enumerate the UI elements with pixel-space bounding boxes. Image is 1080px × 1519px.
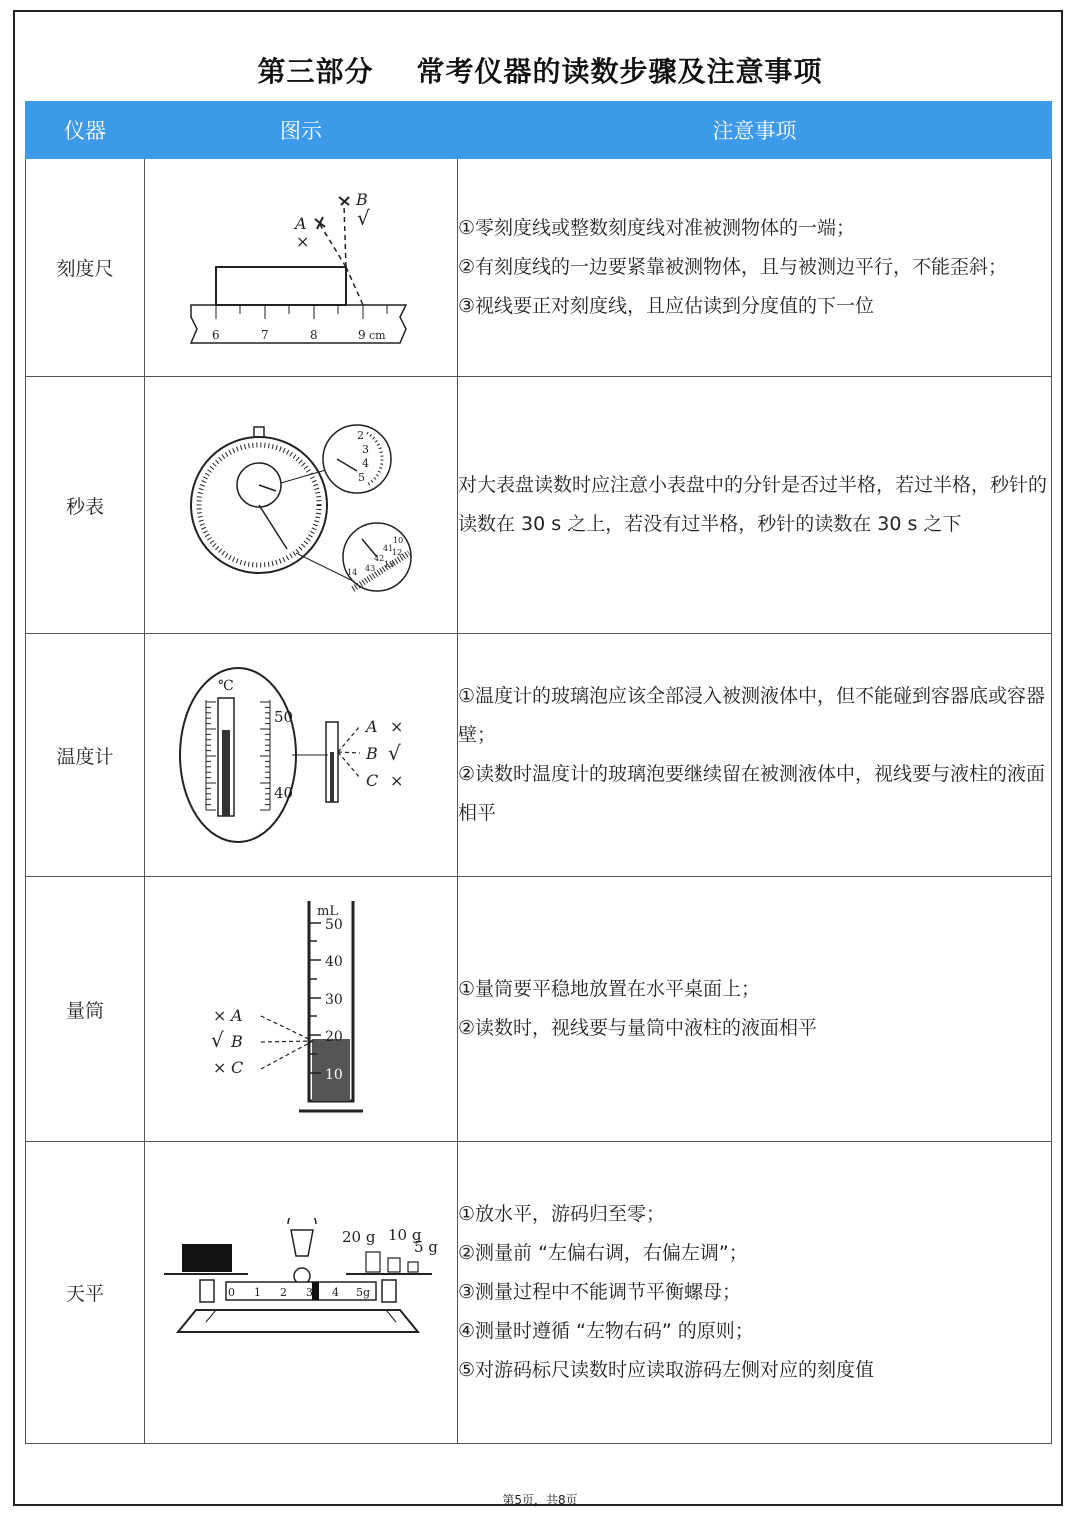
notes-cell xyxy=(458,634,1052,877)
note-line: ②读数时温度计的玻璃泡要继续留在被测液体中，视线要与液柱的液面相平 xyxy=(458,763,1046,824)
stopwatch-diagram xyxy=(181,405,421,605)
large-dial-41: 41 xyxy=(383,544,394,553)
note-line: ①量筒要平稳地放置在水平桌面上； xyxy=(458,978,761,1000)
header-figure: 图示 xyxy=(145,102,458,159)
scale-0: 0 xyxy=(228,1285,235,1299)
page-title: 第三部分 常考仪器的读数步骤及注意事项 xyxy=(257,55,823,88)
note-line: ④测量时遵循 “左物右码” 的原则； xyxy=(458,1320,754,1342)
table-row-balance xyxy=(26,1142,1052,1444)
large-dial-43: 43 xyxy=(365,564,376,573)
weight-10g: 10 g xyxy=(388,1225,422,1244)
scale-2: 2 xyxy=(280,1285,287,1299)
scale-1: 1 xyxy=(254,1285,261,1299)
notes-cell xyxy=(458,377,1052,634)
thermo-unit: ℃ xyxy=(218,678,234,694)
note-line: ①放水平，游码归至零； xyxy=(458,1203,666,1225)
ruler-tick-8: 8 xyxy=(310,327,318,342)
thermo-tick-50: 50 xyxy=(274,708,294,726)
cylinder-label-a: A xyxy=(231,1006,243,1025)
cylinder-figure-cell xyxy=(145,877,458,1142)
table-row-ruler xyxy=(26,159,1052,377)
small-dial-3: 3 xyxy=(362,443,369,456)
ruler-mark-wrong: × xyxy=(296,231,310,251)
header-instrument: 仪器 xyxy=(26,102,145,159)
table-row-stopwatch xyxy=(26,377,1052,634)
small-dial-4: 4 xyxy=(362,457,369,470)
weight-20g: 20 g xyxy=(342,1227,376,1246)
header-notes: 注意事项 xyxy=(458,102,1052,159)
instrument-name: 刻度尺 xyxy=(26,159,145,377)
scale-3: 3 xyxy=(306,1285,313,1299)
cylinder-mark-a: × xyxy=(213,1006,227,1025)
thermo-label-c: C xyxy=(366,771,379,790)
cylinder-tick-20: 20 xyxy=(325,1029,343,1045)
cylinder-tick-50: 50 xyxy=(325,917,343,933)
ruler-label-a: A xyxy=(295,213,307,233)
ruler-tick-7: 7 xyxy=(261,327,269,342)
ruler-diagram xyxy=(181,183,421,353)
note-line: 对大表盘读数时应注意小表盘中的分针是否过半格，若过半格，秒针的读数在 30 s 之上，若没有过半格，秒针的读数在 30 s 之下 xyxy=(458,474,1048,535)
ruler-tick-6: 6 xyxy=(212,327,220,342)
note-line: ③视线要正对刻度线，且应估读到分度值的下一位 xyxy=(458,295,875,317)
balance-figure-cell xyxy=(145,1142,458,1444)
note-line: ⑤对游码标尺读数时应读取游码左侧对应的刻度值 xyxy=(458,1359,875,1381)
ruler-label-b: B xyxy=(356,189,368,209)
thermo-label-b: B xyxy=(366,744,378,763)
large-dial-10: 10 xyxy=(393,536,404,545)
large-dial-12: 12 xyxy=(392,548,403,557)
cylinder-mark-c: × xyxy=(213,1058,227,1077)
cylinder-tick-10: 10 xyxy=(325,1067,343,1083)
stopwatch-figure-cell xyxy=(145,377,458,634)
cylinder-mark-b: √ xyxy=(211,1028,224,1052)
thermometer-diagram xyxy=(176,660,426,850)
table-row-thermometer xyxy=(26,634,1052,877)
ruler-unit: cm xyxy=(369,328,386,342)
cylinder-label-c: C xyxy=(231,1058,244,1077)
scale-4: 4 xyxy=(332,1285,339,1299)
cylinder-label-b: B xyxy=(231,1032,243,1051)
ruler-figure-cell xyxy=(145,159,458,377)
thermo-mark-c: × xyxy=(390,771,404,790)
instrument-name: 天平 xyxy=(26,1142,145,1444)
thermo-mark-b: √ xyxy=(388,741,401,765)
notes-cell xyxy=(458,877,1052,1142)
note-line: ②读数时，视线要与量筒中液柱的液面相平 xyxy=(458,1017,818,1039)
small-dial-2: 2 xyxy=(357,429,364,442)
ruler-mark-right: √ xyxy=(357,205,370,230)
large-dial-14: 14 xyxy=(347,568,358,577)
thermo-tick-40: 40 xyxy=(274,784,294,802)
small-dial-5: 5 xyxy=(358,471,365,484)
large-dial-13: 13 xyxy=(384,560,395,569)
note-line: ①零刻度线或整数刻度线对准被测物体的一端； xyxy=(458,217,856,239)
large-dial-42: 42 xyxy=(374,554,385,563)
note-line: ②测量前 “左偏右调，右偏左调”； xyxy=(458,1242,748,1264)
instrument-name: 量筒 xyxy=(26,877,145,1142)
cylinder-tick-40: 40 xyxy=(325,954,343,970)
balance-diagram xyxy=(156,1218,446,1368)
notes-cell xyxy=(458,1142,1052,1444)
table-header-row xyxy=(26,102,1052,159)
cylinder-unit: mL xyxy=(317,904,338,919)
note-line: ①温度计的玻璃泡应该全部浸入被测液体中，但不能碰到容器底或容器壁； xyxy=(458,685,1046,746)
note-line: ③测量过程中不能调节平衡螺母； xyxy=(458,1281,742,1303)
cylinder-diagram xyxy=(181,889,421,1129)
scale-5g: 5g xyxy=(356,1285,371,1299)
instrument-name: 温度计 xyxy=(26,634,145,877)
page-footer: 第5页，共8页 xyxy=(502,1493,578,1507)
thermometer-figure-cell xyxy=(145,634,458,877)
thermo-label-a: A xyxy=(366,717,378,736)
cylinder-tick-30: 30 xyxy=(325,992,343,1008)
instrument-name: 秒表 xyxy=(26,377,145,634)
instrument-table xyxy=(25,101,1052,1444)
thermo-mark-a: × xyxy=(390,717,404,736)
ruler-tick-9: 9 xyxy=(358,327,366,342)
notes-cell xyxy=(458,159,1052,377)
note-line: ②有刻度线的一边要紧靠被测物体，且与被测边平行，不能歪斜； xyxy=(458,256,1008,278)
table-row-cylinder xyxy=(26,877,1052,1142)
weight-5g: 5 g xyxy=(414,1237,438,1256)
